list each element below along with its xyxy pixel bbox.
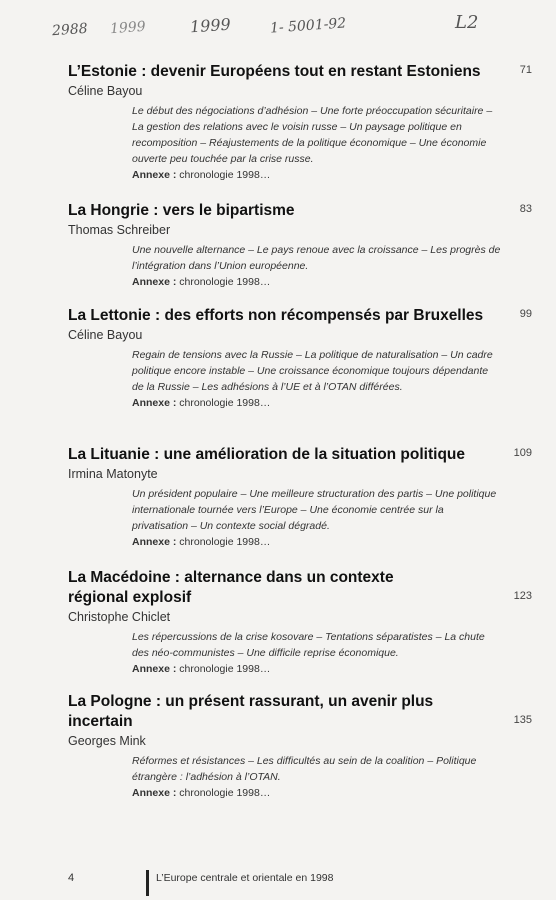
entry-summary: Les répercussions de la crise kosovare – Tentations séparatistes – La chute des néo-communistes – Une difficile reprise économique. [132,631,485,659]
entry-annexe [132,534,536,550]
annexe-label: Annexe : [132,663,177,675]
entry-annexe [132,167,536,183]
annexe-text: chronologie 1998… [179,397,271,409]
entry-annexe [132,661,536,677]
handwritten-code: 1999 [189,14,232,37]
footer-divider [146,870,149,896]
handwritten-code: L2 [455,12,479,33]
entry-annexe [132,274,536,290]
entry-author: Céline Bayou [68,328,143,342]
toc-entry-estonie [68,62,536,183]
toc-entry-lettonie [68,306,536,411]
entry-title: La Lettonie : des efforts non récompensés par Bruxelles [68,307,484,324]
entry-title: La Lituanie : une amélioration de la situation politique [68,446,466,463]
entry-annexe [132,395,536,411]
entry-page-number: 83 [519,203,532,215]
toc-entry-hongrie [68,201,536,290]
annexe-text: chronologie 1998… [179,169,271,181]
entry-author: Georges Mink [68,734,146,748]
toc-entry-lituanie [68,445,536,550]
entry-title: La Hongrie : vers le bipartisme [68,202,295,219]
footer-book-title: L’Europe centrale et orientale en 1998 [156,872,334,884]
entry-page-number: 135 [513,714,532,726]
handwritten-code: 1- 5001-92 [269,15,347,37]
entry-summary: Réformes et résistances – Les difficultés au sein de la coalition – Politique étrangère : l’adhésion à l’OTAN. [132,755,477,783]
entry-page-number: 99 [519,308,532,320]
footer-page-number: 4 [68,872,75,884]
entry-title: La Pologne : un présent rassurant, un avenir plus incertain [68,693,434,730]
entry-author: Thomas Schreiber [68,223,171,237]
entry-author: Christophe Chiclet [68,610,171,624]
annexe-label: Annexe : [132,787,177,799]
annexe-text: chronologie 1998… [179,663,271,675]
entry-summary: Le début des négociations d’adhésion – Une forte préoccupation sécuritaire – La gestion des relations avec le voisin russe – Un paysage politique en recomposition – Réajustements de la politique économique – Une économie ouverte peu touchée par la crise russe. [132,105,493,165]
handwritten-code: 1999 [109,18,147,38]
entry-author: Irmina Matonyte [68,467,158,481]
annexe-label: Annexe : [132,536,177,548]
page-footer [0,870,556,900]
entry-annexe [132,785,536,801]
entry-summary: Une nouvelle alternance – Le pays renoue avec la croissance – Les progrès de l’intégration dans l’Union européenne. [132,244,501,272]
entry-page-number: 71 [519,64,532,76]
entry-author: Céline Bayou [68,84,143,98]
entry-title: La Macédoine : alternance dans un contexte régional explosif [68,569,394,606]
toc-entry-macedoine [68,568,536,677]
annexe-label: Annexe : [132,169,177,181]
entry-summary: Un président populaire – Une meilleure structuration des partis – Une politique internationale tournée vers l’Europe – Une économie centrée sur la privatisation – Un contexte social dégradé. [132,488,497,532]
annexe-label: Annexe : [132,276,177,288]
annexe-text: chronologie 1998… [179,787,271,799]
toc-entry-pologne [68,692,536,801]
entry-summary: Regain de tensions avec la Russie – La politique de naturalisation – Un cadre politique encore instable – Une croissance économique toujours dépendante de la Russie – Les adhésions à l’UE et à l’OTAN différées. [132,349,493,393]
entry-page-number: 109 [513,447,532,459]
entry-title: L’Estonie : devenir Européens tout en restant Estoniens [68,63,481,80]
annexe-label: Annexe : [132,397,177,409]
entry-page-number: 123 [513,590,532,602]
handwritten-code: 2988 [51,20,89,40]
annexe-text: chronologie 1998… [179,276,271,288]
handwritten-annotations [40,12,520,52]
annexe-text: chronologie 1998… [179,536,271,548]
